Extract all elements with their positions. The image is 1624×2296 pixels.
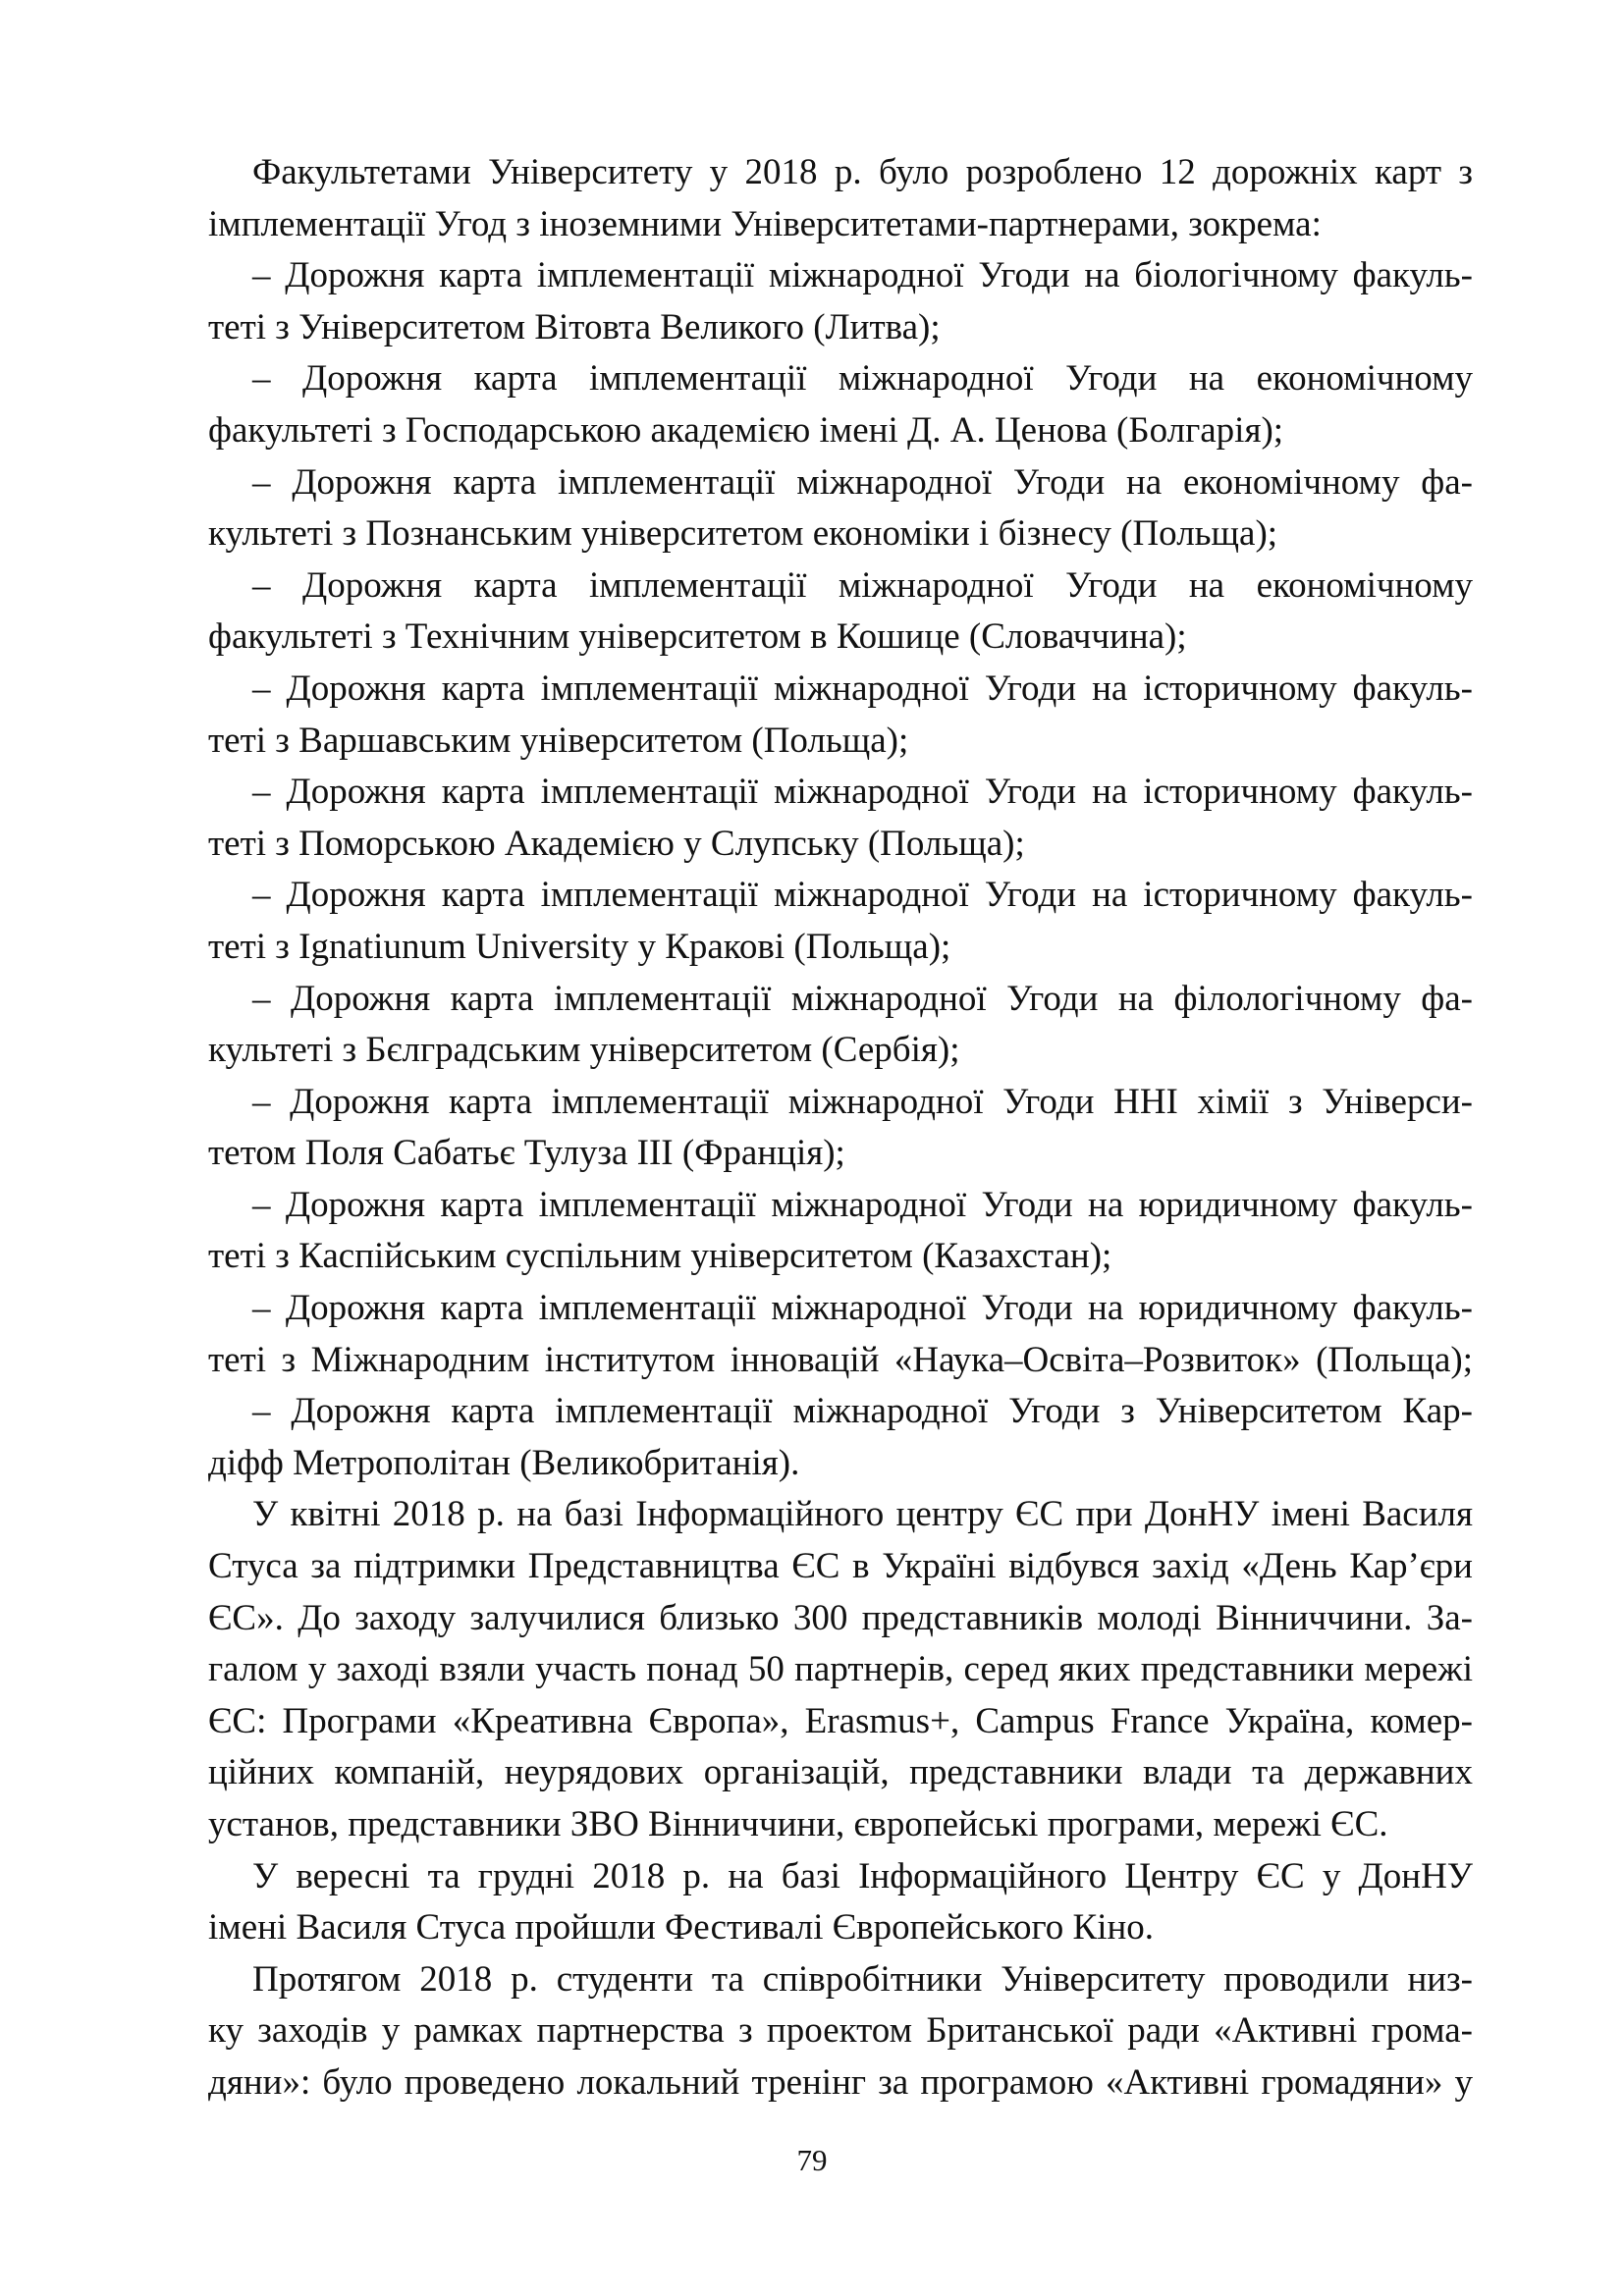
text-line: – Дорожня карта імплементації міжнародної Угоди на історичному факуль-	[252, 772, 1473, 813]
text-line: факультеті з Господарською академією імені Д. А. Ценова (Болгарія);	[208, 409, 1284, 451]
text-line: теті з Каспійським суспільним університетом (Казахстан);	[208, 1236, 1112, 1277]
text-line: культеті з Познанським університетом економіки і бізнесу (Польща);	[208, 513, 1278, 555]
text-line: – Дорожня карта імплементації міжнародної Угоди на історичному факуль-	[252, 875, 1473, 916]
text-line: У вересні та грудні 2018 р. на базі Інформаційного Центру ЄС у ДонНУ	[252, 1855, 1473, 1896]
text-line: ку заходів у рамках партнерства з проектом Британської ради «Активні грома-	[208, 2010, 1473, 2052]
text-line: Факультетами Університету у 2018 р. було розроблено 12 дорожніх карт з	[252, 152, 1473, 192]
text-line: Стуса за підтримки Представництва ЄС в Україні відбувся захід «День Кар’єри	[208, 1546, 1473, 1587]
text-line: теті з Міжнародним інститутом інновацій «Наука–Освіта–Розвиток» (Польща);	[208, 1339, 1473, 1380]
page-number: 79	[796, 2143, 828, 2177]
text-line: теті з Ignatiunum University у Кракові (Польща);	[208, 926, 951, 967]
text-line: діфф Метрополітан (Великобританія).	[208, 1442, 800, 1483]
body-text	[208, 147, 1473, 2109]
text-line: – Дорожня карта імплементації міжнародної Угоди на економічному фа-	[252, 461, 1473, 503]
text-line: ЄС: Програми «Креативна Європа», Erasmus+, Campus France Україна, комер-	[208, 1700, 1473, 1741]
text-line: імплементації Угод з іноземними Університетами-партнерами, зокрема:	[208, 203, 1322, 244]
text-line: установ, представники ЗВО Вінниччини, європейські програми, мережі ЄС.	[208, 1804, 1388, 1844]
text-line: теті з Поморською Академією у Слупську (Польща);	[208, 823, 1025, 864]
text-line: Протягом 2018 р. студенти та співробітники Університету проводили низ-	[252, 1958, 1473, 2000]
text-line: – Дорожня карта імплементації міжнародної Угоди на економічному	[252, 564, 1473, 606]
text-line: факультеті з Технічним університетом в Кошице (Словаччина);	[208, 616, 1187, 658]
text-line: тетом Поля Сабатьє Тулуза III (Франція);	[208, 1133, 845, 1174]
text-line: – Дорожня карта імплементації міжнародної Угоди на філологічному фа-	[252, 978, 1473, 1019]
text-line: – Дорожня карта імплементації міжнародної Угоди на юридичному факуль-	[252, 1288, 1473, 1329]
text-line: ЄС». До заходу залучилися близько 300 представників молоді Вінниччини. За-	[208, 1597, 1473, 1638]
text-line: У квітні 2018 р. на базі Інформаційного центру ЄС при ДонНУ імені Василя	[252, 1494, 1473, 1535]
text-line: – Дорожня карта імплементації міжнародної Угоди на біологічному факуль-	[252, 255, 1473, 296]
text-line: імені Василя Стуса пройшли Фестивалі Європейського Кіно.	[208, 1907, 1155, 1949]
text-line: культеті з Бєлградським університетом (Сербія);	[208, 1030, 960, 1071]
text-line: теті з Варшавським університетом (Польща);	[208, 720, 909, 761]
text-line: ційних компаній, неурядових організацій, представники влади та державних	[208, 1752, 1473, 1793]
text-line: дяни»: було проведено локальний тренінг за програмою «Активні громадяни» у	[208, 2061, 1473, 2103]
text-line: – Дорожня карта імплементації міжнародної Угоди на історичному факуль-	[252, 667, 1473, 709]
text-line: – Дорожня карта імплементації міжнародної Угоди з Університетом Кар-	[252, 1391, 1473, 1432]
text-line: – Дорожня карта імплементації міжнародної Угоди ННІ хімії з Універси-	[252, 1081, 1473, 1122]
text-line: – Дорожня карта імплементації міжнародної Угоди на економічному	[252, 358, 1473, 400]
text-line: теті з Університетом Вітовта Великого (Литва);	[208, 306, 941, 347]
text-line: – Дорожня карта імплементації міжнародної Угоди на юридичному факуль-	[252, 1184, 1473, 1225]
text-line: галом у заході взяли участь понад 50 партнерів, серед яких представники мережі	[208, 1649, 1473, 1690]
